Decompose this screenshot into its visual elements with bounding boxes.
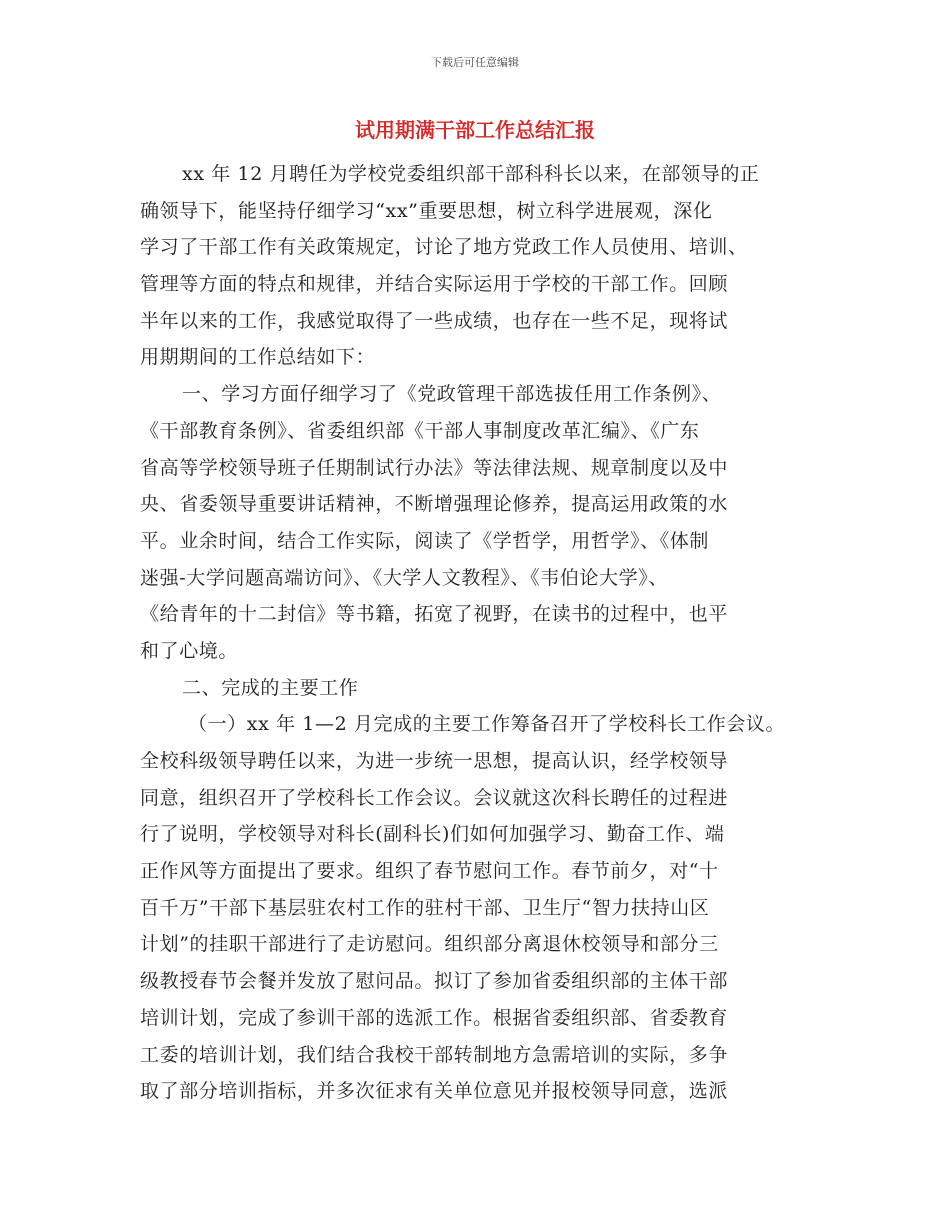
paragraph-line: 正作风等方面提出了要求。组织了春节慰问工作。春节前夕，对“十 xyxy=(140,860,719,883)
paragraph-line: 《干部教育条例》、省委组织部《干部人事制度改革汇编》、《广东 xyxy=(140,419,700,442)
subsection-line: （一）xx 年 1—2 月完成的主要工作筹备召开了学校科长工作会议。 xyxy=(188,713,786,736)
paragraph-line: 平。业余时间，结合工作实际，阅读了《学哲学，用哲学》、《体制 xyxy=(140,529,710,552)
paragraph-line: 全校科级领导聘任以来，为进一步统一思想，提高认识，经学校领导 xyxy=(140,750,729,772)
document-title: 试用期满干部工作总结汇报 xyxy=(355,118,595,142)
paragraph-line: 确领导下，能坚持仔细学习“xx”重要思想，树立科学进展观，深化 xyxy=(140,199,713,222)
document-body xyxy=(140,156,830,1110)
paragraph-line: 迷强-大学问题高端访问》、《大学人文教程》、《韦伯论大学》、 xyxy=(140,566,668,589)
paragraph-line: 计划”的挂职干部进行了走访慰问。组织部分离退休校领导和部分三 xyxy=(140,933,719,956)
paragraph-line: 同意，组织召开了学校科长工作会议。会议就这次科长聘任的过程进 xyxy=(140,786,729,809)
paragraph-line: 行了说明，学校领导对科长(副科长)们如何加强学习、勤奋工作、端 xyxy=(140,823,725,846)
paragraph-line: 取了部分培训指标，并多次征求有关单位意见并报校领导同意，选派 xyxy=(140,1080,729,1103)
paragraph-line: xx 年 12 月聘任为学校党委组织部干部科科长以来，在部领导的正 xyxy=(182,163,760,185)
paragraph-line: 用期期间的工作总结如下： xyxy=(140,346,376,369)
paragraph-line: 管理等方面的特点和规律，并结合实际运用于学校的干部工作。回顾 xyxy=(140,273,729,296)
paragraph-line: 半年以来的工作，我感觉取得了一些成绩，也存在一些不足，现将试 xyxy=(140,309,729,332)
paragraph-line: 百千万”干部下基层驻农村工作的驻村干部、卫生厅“智力扶持山区 xyxy=(140,896,710,919)
paragraph-line: 省高等学校领导班子任期制试行办法》等法律法规、规章制度以及中 xyxy=(140,456,729,479)
section-heading: 二、完成的主要工作 xyxy=(182,676,359,699)
paragraph-line: 工委的培训计划，我们结合我校干部转制地方急需培训的实际，多争 xyxy=(140,1043,729,1066)
paragraph-line: 和了心境。 xyxy=(140,639,239,662)
paragraph-line: 培训计划，完成了参训干部的选派工作。根据省委组织部、省委教育 xyxy=(140,1006,729,1029)
paragraph-line: 学习了干部工作有关政策规定，讨论了地方党政工作人员使用、培训、 xyxy=(140,236,748,259)
paragraph-line: 《给青年的十二封信》等书籍，拓宽了视野，在读书的过程中，也平 xyxy=(140,603,729,626)
paragraph-line: 央、省委领导重要讲话精神，不断增强理论修养，提高运用政策的水 xyxy=(140,493,729,516)
paragraph-line: 级教授春节会餐并发放了慰问品。拟订了参加省委组织部的主体干部 xyxy=(140,970,729,993)
section-heading-line: 一、学习方面仔细学习了《党政管理干部选拔任用工作条例》、 xyxy=(182,383,722,406)
page-header: 下载后可任意编辑 xyxy=(431,56,519,69)
